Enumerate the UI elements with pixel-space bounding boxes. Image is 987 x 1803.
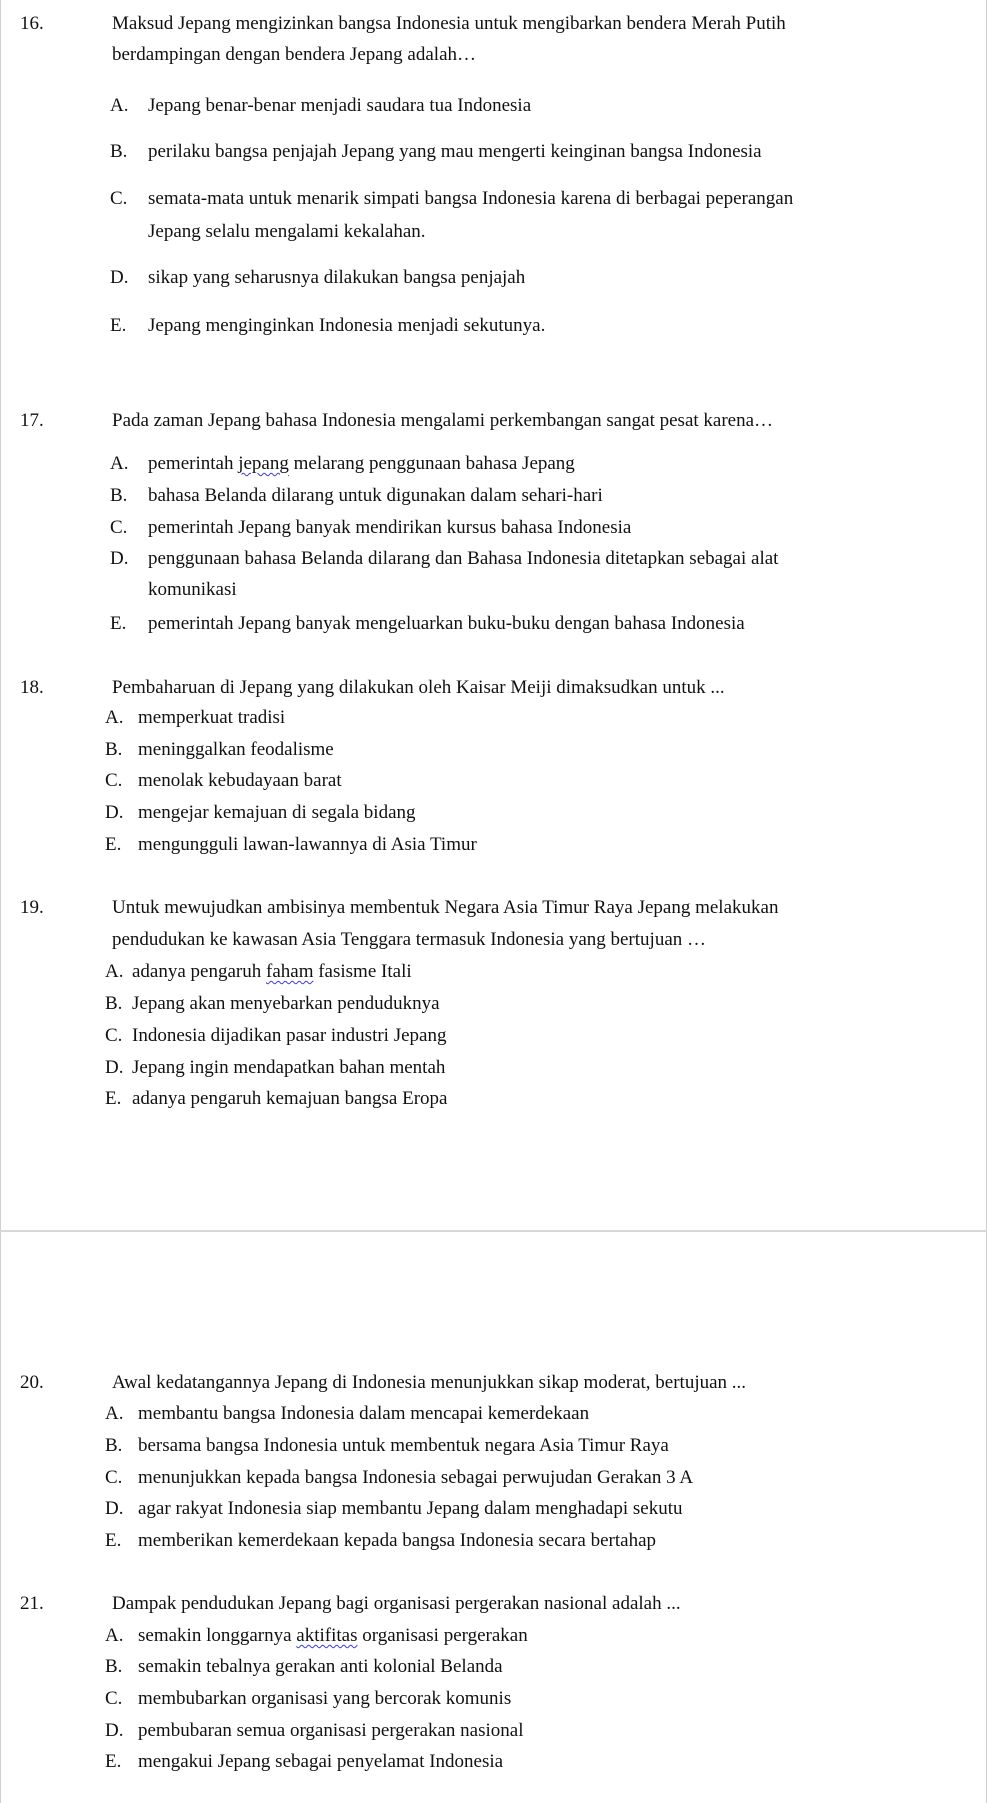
option-letter: D. [110,267,129,288]
question-number: 17. [20,410,44,431]
option-text: adanya pengaruh kemajuan bangsa Eropa [132,1088,448,1109]
option-text [132,960,412,984]
question-number: 16. [20,13,44,34]
option-letter: D. [105,1057,124,1078]
option-text-part: adanya pengaruh [132,961,266,982]
option-text: memberikan kemerdekaan kepada bangsa Indonesia secara bertahap [138,1530,657,1551]
option-letter: A. [105,1403,124,1424]
question-number: 18. [20,677,44,698]
question-stem: Maksud Jepang mengizinkan bangsa Indonesia untuk mengibarkan bendera Merah Putih [112,13,786,34]
option-text: membantu bangsa Indonesia dalam mencapai kemerdekaan [138,1403,590,1424]
option-text-part: fasisme Itali [313,961,412,982]
option-text-part: organisasi pergerakan [357,1625,528,1646]
question-stem: Pada zaman Jepang bahasa Indonesia mengalami perkembangan sangat pesat karena… [112,410,774,431]
option-text: komunikasi [148,579,237,600]
option-letter: C. [110,188,128,209]
option-text: menolak kebudayaan barat [138,770,342,791]
option-text: Jepang menginginkan Indonesia menjadi sekutunya. [148,315,546,336]
option-text: Jepang ingin mendapatkan bahan mentah [132,1057,446,1078]
option-text: membubarkan organisasi yang bercorak komunis [138,1688,512,1709]
option-text: pembubaran semua organisasi pergerakan nasional [138,1720,524,1741]
option-letter: C. [105,1025,123,1046]
option-letter: A. [110,453,129,474]
option-text: Jepang selalu mengalami kekalahan. [148,221,426,242]
option-letter: D. [105,1720,124,1741]
spellcheck-underline: aktifitas [296,1625,358,1646]
option-text [138,1624,528,1648]
option-letter: E. [110,315,127,336]
option-letter: C. [105,770,123,791]
option-text: semakin tebalnya gerakan anti kolonial Belanda [138,1656,503,1677]
option-letter: A. [105,1625,124,1646]
option-letter: B. [110,485,128,506]
spellcheck-underline: jepang [238,453,289,474]
option-letter: E. [110,613,127,634]
option-text: pemerintah Jepang banyak mengeluarkan buku-buku dengan bahasa Indonesia [148,613,745,634]
option-text: mengungguli lawan-lawannya di Asia Timur [138,834,477,855]
option-letter: C. [110,517,128,538]
option-text-part: melarang penggunaan bahasa Jepang [288,453,575,474]
option-text: menunjukkan kepada bangsa Indonesia sebagai perwujudan Gerakan 3 A [138,1467,694,1488]
option-text: meninggalkan feodalisme [138,739,334,760]
option-letter: A. [110,95,129,116]
option-text [148,452,575,476]
option-letter: B. [105,993,123,1014]
option-text: bersama bangsa Indonesia untuk membentuk negara Asia Timur Raya [138,1435,669,1456]
question-stem: Dampak pendudukan Jepang bagi organisasi pergerakan nasional adalah ... [112,1593,681,1614]
option-text: memperkuat tradisi [138,707,286,728]
question-number: 19. [20,897,44,918]
option-letter: C. [105,1467,123,1488]
option-letter: E. [105,1530,122,1551]
option-letter: E. [105,834,122,855]
option-text: perilaku bangsa penjajah Jepang yang mau mengerti keinginan bangsa Indonesia [148,141,762,162]
question-stem: Awal kedatangannya Jepang di Indonesia menunjukkan sikap moderat, bertujuan ... [112,1372,747,1393]
option-letter: B. [105,1656,123,1677]
option-letter: B. [110,141,128,162]
option-text: semata-mata untuk menarik simpati bangsa Indonesia karena di berbagai peperangan [148,188,794,209]
option-letter: E. [105,1751,122,1772]
option-letter: D. [110,548,129,569]
option-text-part: pemerintah [148,453,239,474]
option-text: agar rakyat Indonesia siap membantu Jepang dalam menghadapi sekutu [138,1498,683,1519]
option-text: mengakui Jepang sebagai penyelamat Indonesia [138,1751,504,1772]
question-stem: pendudukan ke kawasan Asia Tenggara termasuk Indonesia yang bertujuan … [112,929,707,950]
option-letter: A. [105,707,124,728]
option-letter: E. [105,1088,122,1109]
question-stem: Pembaharuan di Jepang yang dilakukan oleh Kaisar Meiji dimaksudkan untuk ... [112,677,725,698]
spellcheck-underline: faham [266,961,314,982]
question-number: 20. [20,1372,44,1393]
option-letter: B. [105,1435,123,1456]
option-text: mengejar kemajuan di segala bidang [138,802,416,823]
question-number: 21. [20,1593,44,1614]
option-text-part: semakin longgarnya [138,1625,297,1646]
option-letter: A. [105,961,124,982]
option-letter: B. [105,739,123,760]
option-letter: C. [105,1688,123,1709]
option-text: sikap yang seharusnya dilakukan bangsa penjajah [148,267,526,288]
option-text: Indonesia dijadikan pasar industri Jepang [132,1025,447,1046]
option-text: Jepang benar-benar menjadi saudara tua Indonesia [148,95,532,116]
question-stem: Untuk mewujudkan ambisinya membentuk Negara Asia Timur Raya Jepang melakukan [112,897,779,918]
option-text: Jepang akan menyebarkan penduduknya [132,993,440,1014]
option-text: pemerintah Jepang banyak mendirikan kursus bahasa Indonesia [148,517,632,538]
question-stem: berdampingan dengan bendera Jepang adalah… [112,44,477,65]
option-text: penggunaan bahasa Belanda dilarang dan Bahasa Indonesia ditetapkan sebagai alat [148,548,779,569]
option-letter: D. [105,802,124,823]
option-text: bahasa Belanda dilarang untuk digunakan dalam sehari-hari [148,485,603,506]
option-letter: D. [105,1498,124,1519]
